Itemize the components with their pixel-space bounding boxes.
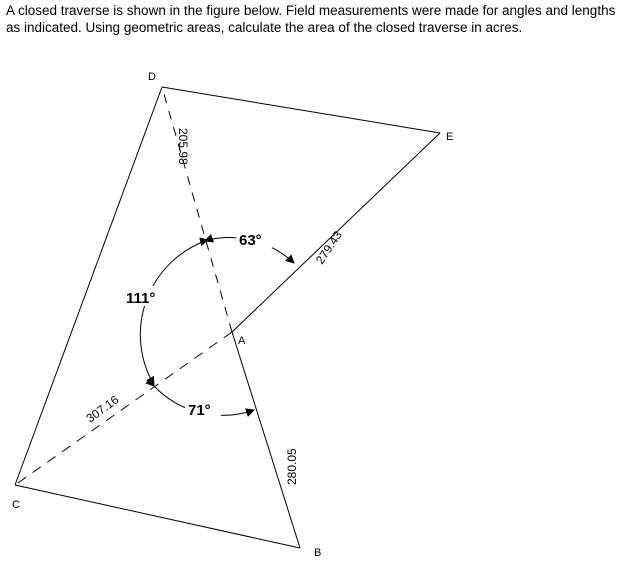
point-label-A: A	[238, 335, 246, 347]
angle-label-63: 63°	[239, 232, 262, 249]
problem-line-2: as indicated. Using geometric areas, calculate the area of the closed traverse in acres.	[6, 20, 523, 35]
point-label-C: C	[12, 499, 20, 511]
problem-line-1: A closed traverse is shown in the figure below. Field measurements were made for angles and lengths	[6, 3, 616, 18]
line-A-B	[232, 332, 300, 548]
point-label-E: E	[446, 131, 454, 143]
side-D-E	[162, 87, 440, 133]
length-label-AB: 280.05	[285, 448, 299, 485]
length-label-AE: 279.43	[312, 228, 346, 267]
point-label-B: B	[314, 547, 322, 559]
line-A-D-dashed	[162, 87, 232, 332]
point-label-D: D	[148, 71, 156, 83]
angle-label-71: 71°	[188, 402, 211, 419]
length-label-AD: 205.98	[176, 128, 190, 165]
side-C-B	[15, 485, 300, 548]
length-label-AC: 307.16	[83, 392, 122, 426]
angle-label-111: 111°	[126, 290, 156, 307]
angle-arc-111	[140, 241, 205, 385]
